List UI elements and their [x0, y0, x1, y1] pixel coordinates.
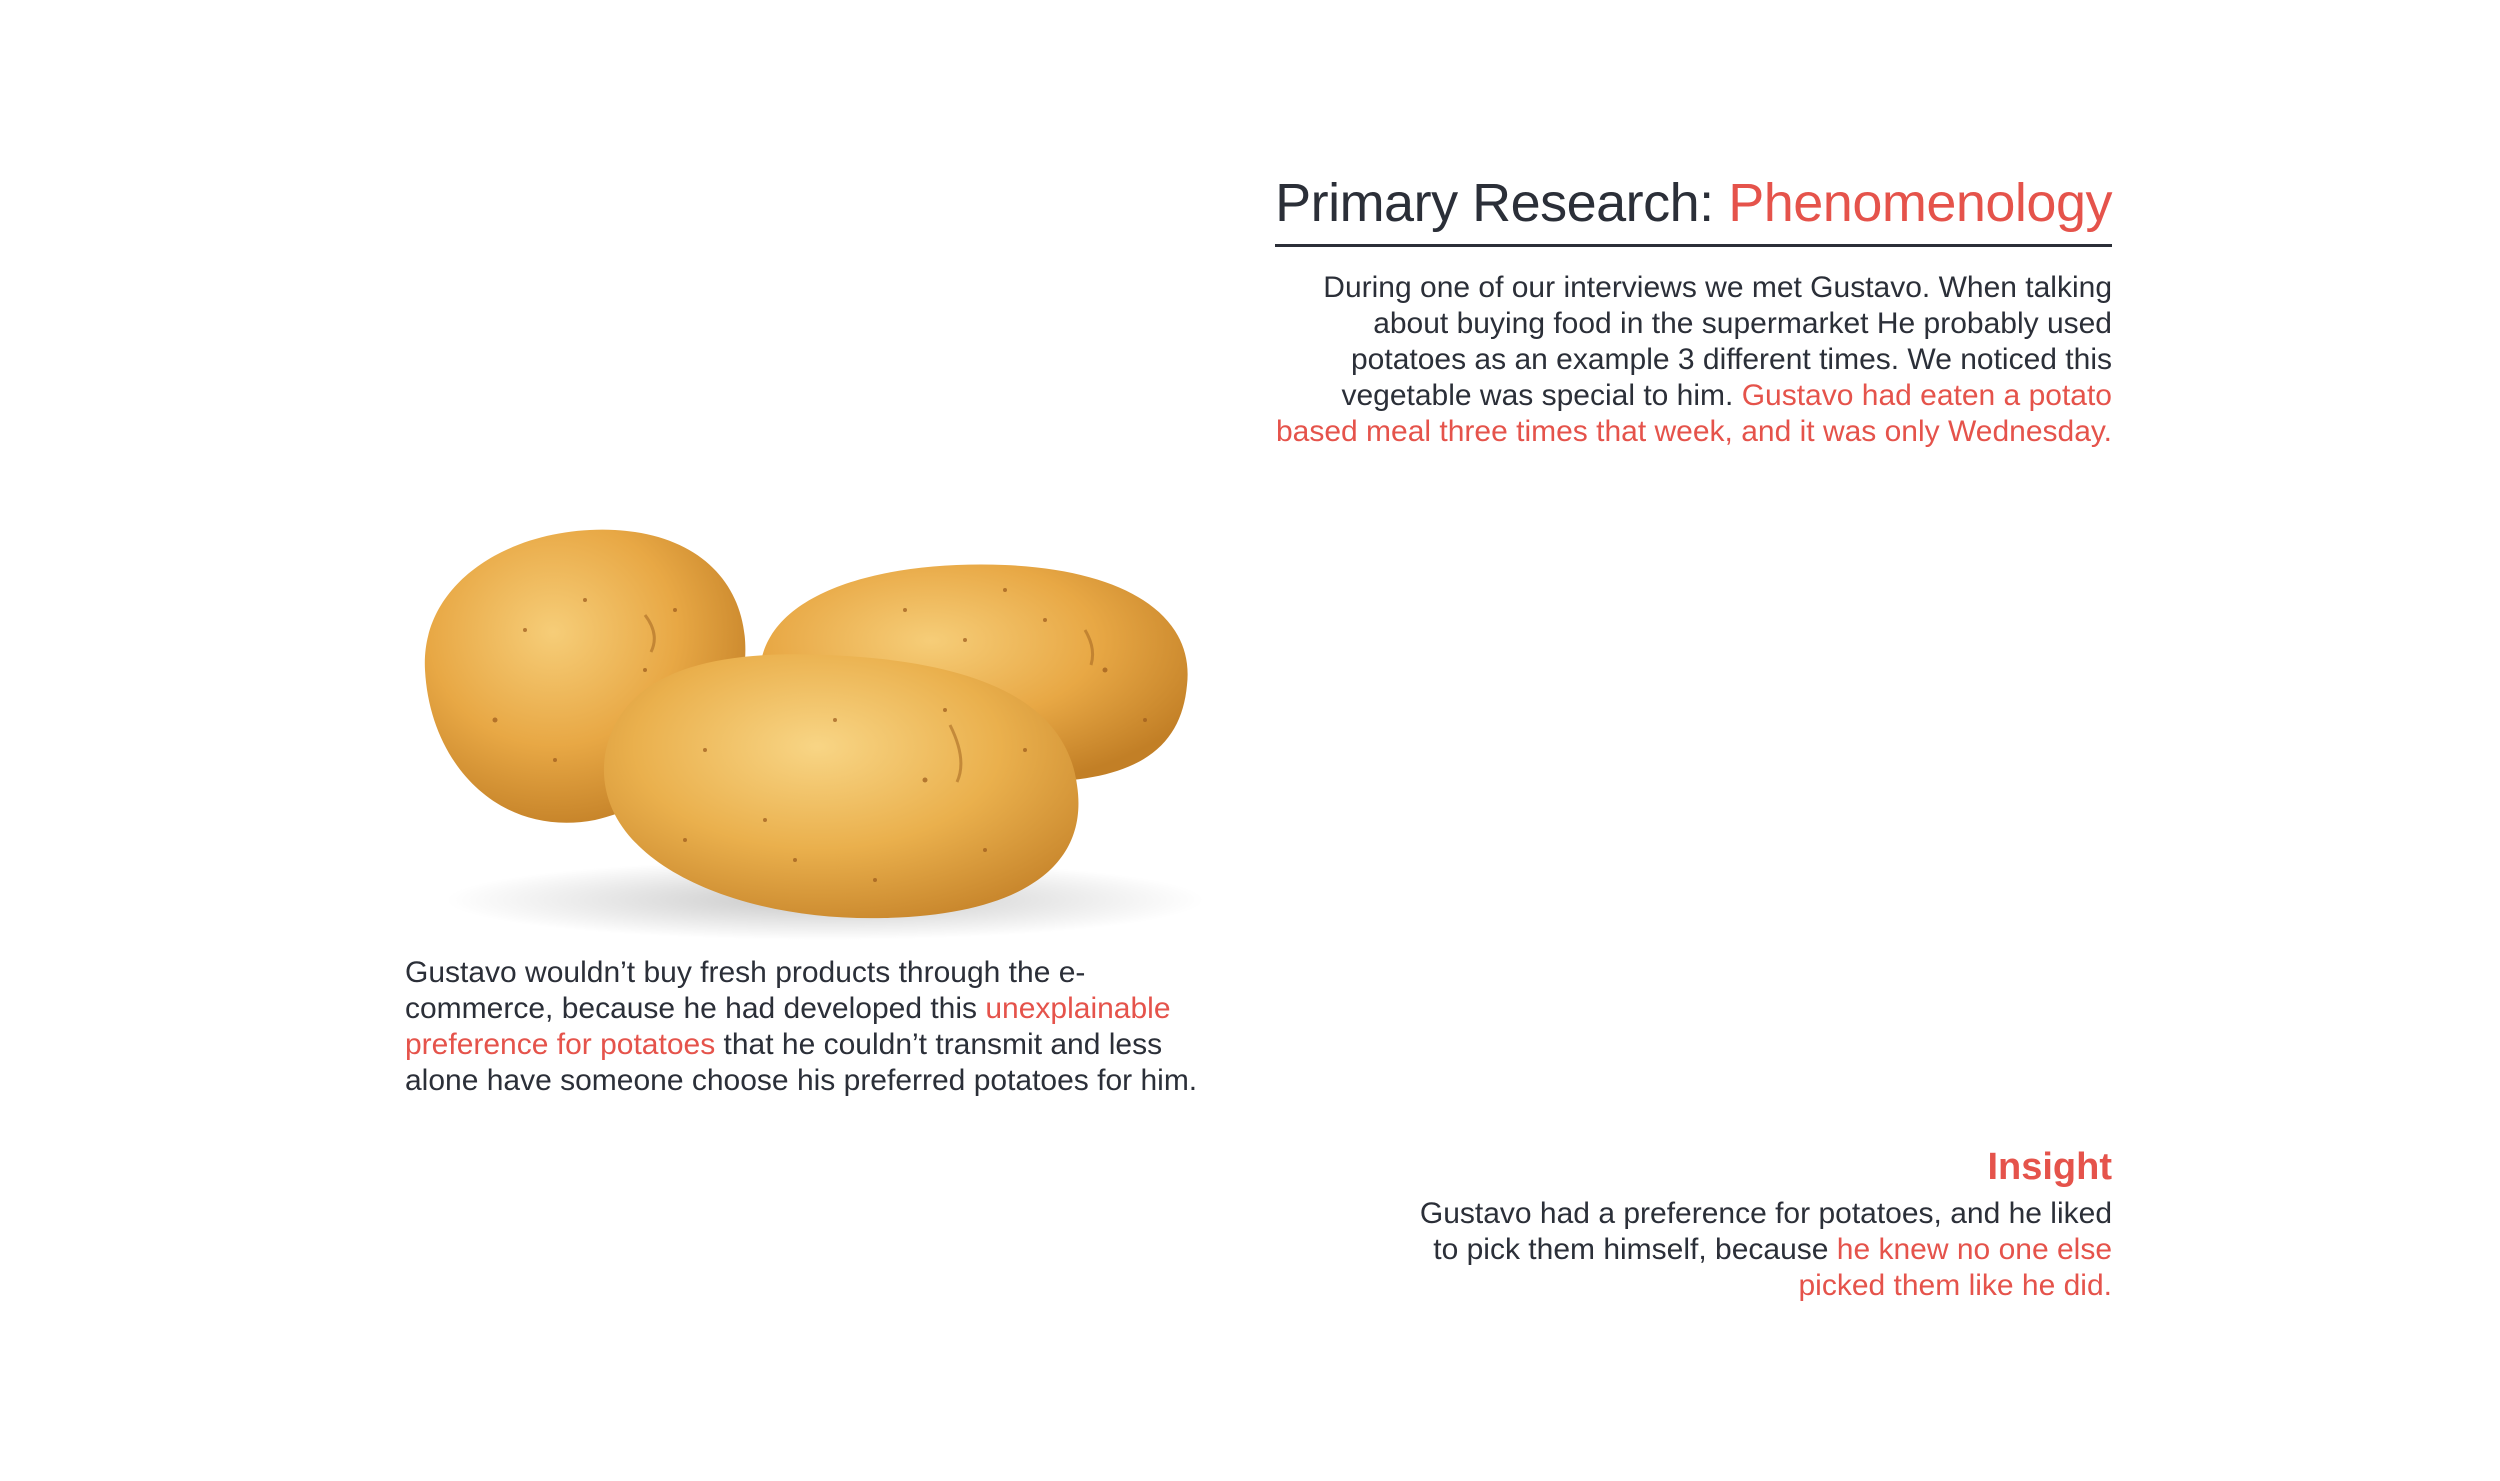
potatoes-image — [405, 520, 1225, 940]
insight-highlight: he knew no one else picked them like he did. — [1798, 1233, 2112, 1302]
intro-highlight: Gustavo had eaten a potato based meal three times that week, and it was only Wednesday. — [1275, 379, 2112, 448]
intro-paragraph — [1272, 270, 2112, 450]
caption-highlight: unexplainable preference for potatoes — [405, 992, 1171, 1061]
page-title — [1275, 172, 2112, 247]
image-caption — [405, 955, 1225, 1099]
intro-text: During one of our interviews we met Gustavo. When talking about buying food in the supermarket He probably used potatoes as an example 3 different times. We noticed this vegetable was special to him. — [1323, 271, 2112, 412]
insight-paragraph — [1412, 1196, 2112, 1304]
potatoes-illustration — [405, 520, 1225, 940]
insight-text: Gustavo had a preference for potatoes, and he liked to pick them himself, because — [1419, 1197, 2112, 1266]
caption-text-after: that he couldn’t transmit and less alone have someone choose his preferred potatoes for him. — [405, 1028, 1198, 1097]
caption-text-before: Gustavo wouldn’t buy fresh products through the e-commerce, because he had developed this — [405, 956, 1086, 1025]
title-prefix: Primary Research: — [1275, 173, 1729, 233]
title-accent: Phenomenology — [1728, 173, 2112, 233]
insight-title: Insight — [1987, 1146, 2112, 1188]
